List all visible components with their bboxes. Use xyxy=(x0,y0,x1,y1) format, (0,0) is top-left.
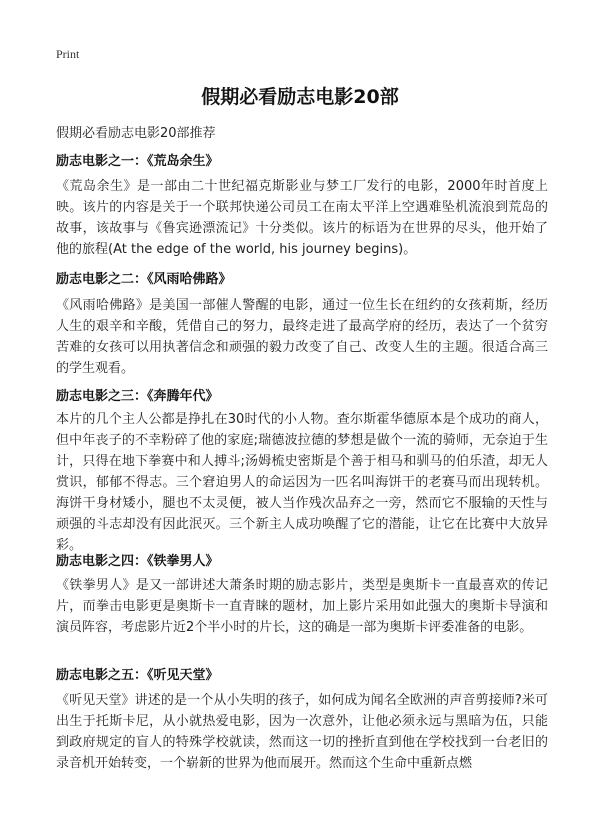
section-body-4: 《铁拳男人》是又一部讲述大萧条时期的励志影片，类型是奥斯卡一直最喜欢的传记片，而拳击电影更是奥斯卡一直青睐的题材，加上影片采用如此强大的奥斯卡导演和演员阵容，考虑影片近2个半小时的片长，这的确是一部为奥斯卡评委准备的电影。 xyxy=(56,578,548,635)
section-heading-5: 励志电影之五：《听见天堂》 xyxy=(56,668,219,683)
section-body-3: 本片的几个主人公都是挣扎在30时代的小人物。查尔斯霍华德原本是个成功的商人，但中年丧子的不幸粉碎了他的家庭;瑞德波拉德的梦想是做个一流的骑师，无奈迫于生计，只得在地下拳赛中和人搏斗;汤姆梳史密斯是个善于相马和驯马的伯乐渣，却无人赏识，郁郁不得志。三个窘迫男人的命运因为一匹名叫海饼干的老赛马而出现转机。海饼干身材矮小，腿也不太灵便，被人当作残次品弃之一旁，然而它不服输的天性与顽强的斗志却没有因此泯灭。三个新主人成功唤醒了它的潜能，让它在比赛中大放异彩。 xyxy=(56,412,548,553)
section-heading-2: 励志电影之二：《风雨哈佛路》 xyxy=(56,272,232,287)
section-body-5: 《听见天堂》讲述的是一个从小失明的孩子，如何成为闻名全欧洲的声音剪接师?米可出生于托斯卡尼，从小就热爱电影，因为一次意外，让他必须永远与黑暗为伍，只能到政府规定的盲人的特殊学校就读，然而这一切的挫折直到他在学校找到一台老旧的录音机开始转变，一个崭新的世界为他而展开。然而这个生命中重新点燃 xyxy=(56,693,548,771)
section-body-1: 《荒岛余生》是一部由二十世纪福克斯影业与梦工厂发行的电影，2000年时首度上映。该片的内容是关于一个联邦快递公司员工在南太平洋上空遇难坠机流浪到荒岛的故事，该故事与《鲁宾逊漂流记》十分类似。该片的标语为在世界的尽头，他开始了他的旅程(At the edge of the world, his journey begins)。 xyxy=(56,179,548,257)
page-subtitle: 假期必看励志电影20部推荐 xyxy=(56,126,216,141)
section-heading-3: 励志电影之三：《奔腾年代》 xyxy=(56,389,219,404)
page-title: 假期必看励志电影20部 xyxy=(201,86,399,108)
print-link[interactable]: Print xyxy=(56,47,80,61)
section-heading-4: 励志电影之四：《铁拳男人》 xyxy=(56,554,219,569)
section-body-2: 《风雨哈佛路》是美国一部催人警醒的电影，通过一位生长在纽约的女孩莉斯，经历人生的艰辛和辛酸，凭借自己的努力，最终走进了最高学府的经历，表达了一个贫穷苦难的女孩可以用执著信念和顽强的毅力改变了自己、改变人生的主题。很适合高三的学生观看。 xyxy=(56,298,548,376)
section-heading-1: 励志电影之一：《荒岛余生》 xyxy=(56,154,219,169)
